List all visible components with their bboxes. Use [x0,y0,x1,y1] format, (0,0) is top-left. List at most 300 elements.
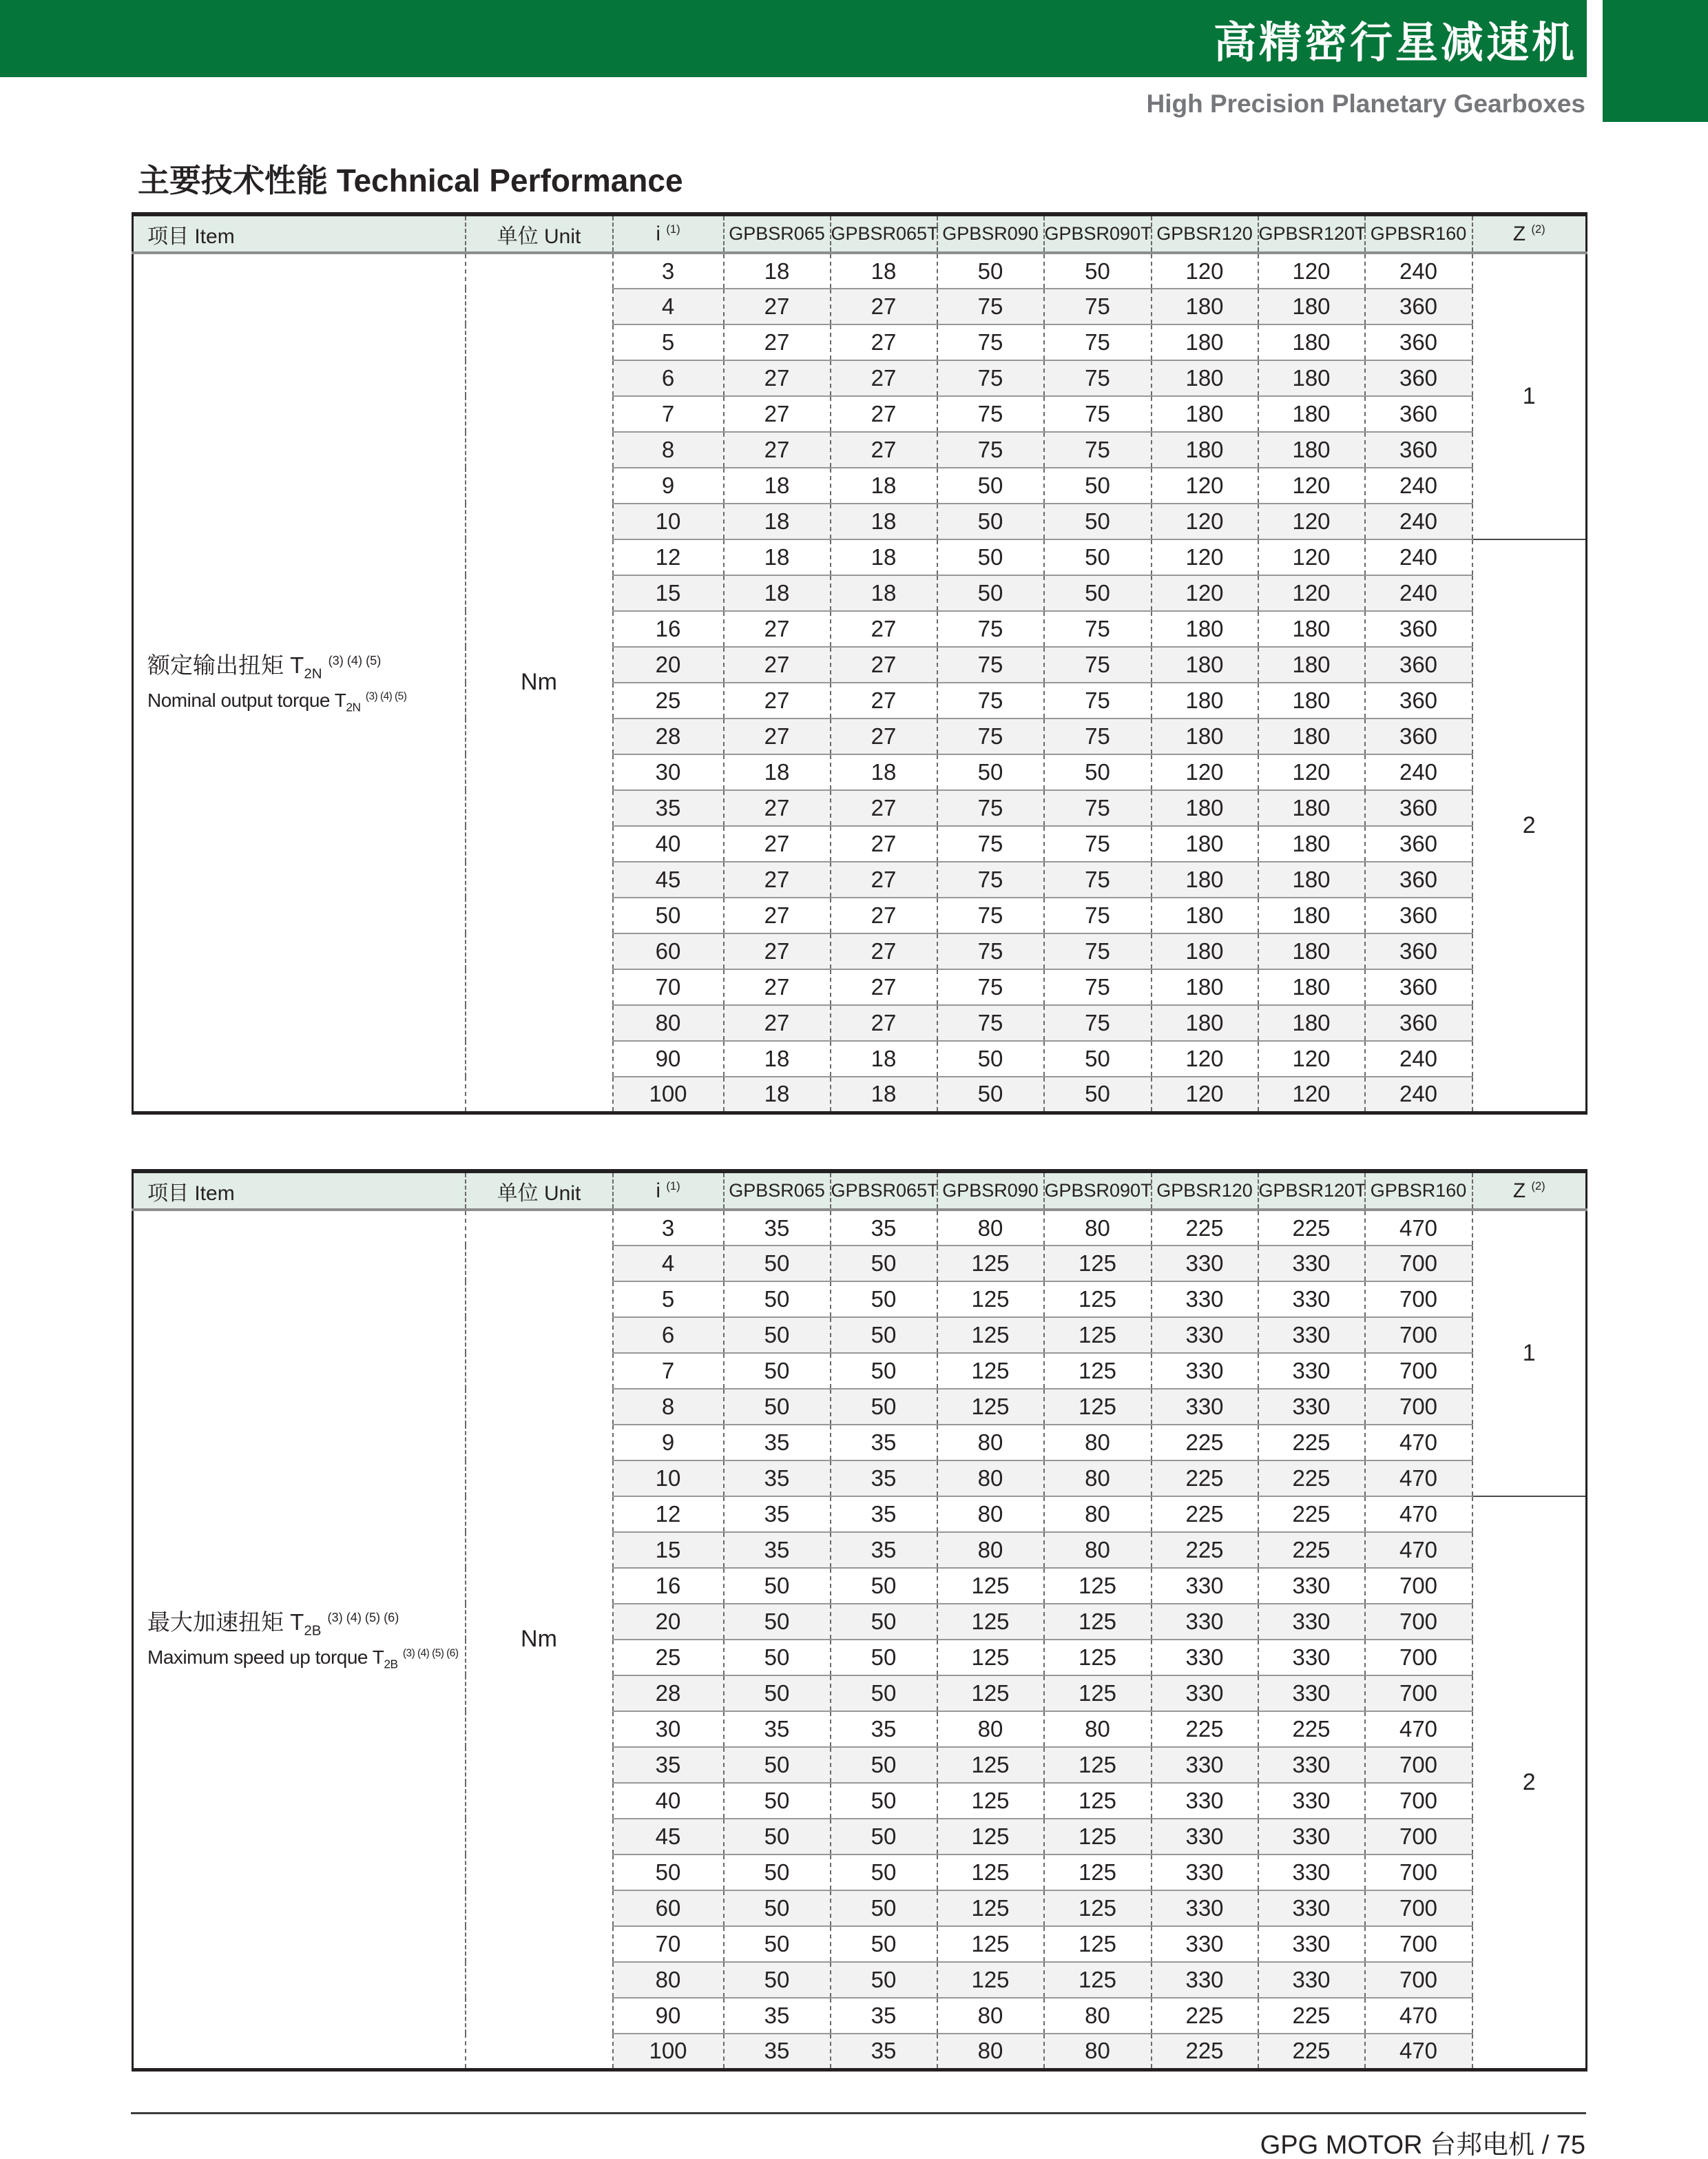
value-cell: 80 [1044,1210,1152,1246]
value-cell: 50 [724,1317,831,1353]
value-cell: 75 [937,396,1044,432]
value-cell: 700 [1365,1855,1472,1890]
value-cell: 50 [937,1077,1044,1113]
value-cell: 27 [724,683,831,719]
value-cell: 360 [1365,862,1472,898]
value-cell: 120 [1258,504,1365,539]
value-cell: 240 [1365,539,1472,575]
value-cell: 27 [724,611,831,647]
page-title-zh: 高精密行星减速机 [1213,19,1577,67]
col-header-model: GPBSR120T [1258,1171,1365,1210]
value-cell: 50 [724,1389,831,1425]
value-cell: 360 [1365,611,1472,647]
value-cell: 18 [724,504,831,539]
item-label-en: Maximum speed up torque $T_{2B}$ $^{(3) (4) (5) (6)}$ [147,1646,459,1671]
value-cell: 35 [724,1460,831,1496]
value-cell: 225 [1152,1496,1258,1532]
value-cell: 50 [937,575,1044,611]
value-cell: 125 [937,1281,1044,1317]
value-cell: 330 [1152,1819,1258,1855]
value-cell: 18 [724,1041,831,1077]
value-cell: 50 [724,1747,831,1783]
col-header-item: 项目 Item [133,214,466,253]
ratio-cell: 45 [613,862,724,898]
ratio-cell: 25 [613,683,724,719]
value-cell: 700 [1365,1819,1472,1855]
value-cell: 240 [1365,1041,1472,1077]
value-cell: 125 [937,1604,1044,1640]
value-cell: 80 [937,1460,1044,1496]
value-cell: 75 [1044,790,1152,826]
col-header-stages [1472,214,1587,253]
value-cell: 75 [1044,719,1152,754]
col-header-model: GPBSR065 [724,214,831,253]
value-cell: 330 [1258,1675,1365,1711]
value-cell: 50 [831,1246,937,1281]
value-cell: 27 [831,683,937,719]
value-cell: 180 [1258,324,1365,360]
value-cell: 240 [1365,575,1472,611]
col-header-item: 项目 Item [133,1171,466,1210]
value-cell: 180 [1258,647,1365,683]
value-cell: 80 [1044,1532,1152,1568]
value-cell: 75 [1044,289,1152,324]
value-cell: 360 [1365,396,1472,432]
value-cell: 50 [831,1281,937,1317]
value-cell: 80 [937,1998,1044,2034]
value-cell: 27 [831,719,937,754]
ratio-cell: 28 [613,1675,724,1711]
value-cell: 18 [831,504,937,539]
table-header-row [133,214,1587,253]
value-cell: 18 [724,539,831,575]
value-cell: 225 [1258,1998,1365,2034]
value-cell: 50 [831,1675,937,1711]
value-cell: 120 [1152,1041,1258,1077]
value-cell: 50 [937,1041,1044,1077]
value-cell: 75 [937,289,1044,324]
value-cell: 470 [1365,2034,1472,2069]
value-cell: 120 [1152,468,1258,504]
value-cell: 50 [724,1675,831,1711]
value-cell: 125 [1044,1962,1152,1998]
footer-page-label: GPG MOTOR 台邦电机 / 75 [1260,2131,1585,2159]
value-cell: 125 [1044,1819,1152,1855]
value-cell: 75 [1044,396,1152,432]
value-cell: 125 [1044,1675,1152,1711]
value-cell: 330 [1152,1568,1258,1604]
item-label-cell [133,1210,466,2069]
ratio-cell: 90 [613,1998,724,2034]
value-cell: 27 [724,289,831,324]
ratio-cell: 90 [613,1041,724,1077]
value-cell: 27 [831,289,937,324]
value-cell: 50 [1044,1041,1152,1077]
stage-count-cell: 2 [1472,539,1587,1113]
ratio-cell: 16 [613,611,724,647]
ratio-cell: 35 [613,790,724,826]
value-cell: 180 [1258,289,1365,324]
col-header-model: GPBSR120 [1152,1171,1258,1210]
value-cell: 75 [937,933,1044,969]
page-subtitle-en: High Precision Planetary Gearboxes [1146,90,1585,118]
value-cell: 180 [1152,826,1258,862]
value-cell: 125 [1044,1890,1152,1926]
value-cell: 125 [1044,1389,1152,1425]
value-cell: 470 [1365,1532,1472,1568]
value-cell: 50 [1044,754,1152,790]
ratio-footnote: (1) [666,1179,680,1192]
ratio-cell: 100 [613,1077,724,1113]
value-cell: 27 [724,719,831,754]
value-cell: 700 [1365,1317,1472,1353]
value-cell: 700 [1365,1281,1472,1317]
value-cell: 50 [831,1962,937,1998]
max-speedup-torque-table-wrap [132,1169,1587,2072]
value-cell: 180 [1258,862,1365,898]
value-cell: 700 [1365,1675,1472,1711]
page-header-banner [0,0,1587,77]
ratio-cell: 60 [613,1890,724,1926]
value-cell: 75 [1044,611,1152,647]
ratio-cell: 80 [613,1005,724,1041]
value-cell: 125 [937,1855,1044,1890]
nominal-output-torque-table-wrap [132,212,1587,1115]
value-cell: 700 [1365,1246,1472,1281]
value-cell: 125 [937,1747,1044,1783]
value-cell: 50 [724,1640,831,1675]
stage-count-cell: 2 [1472,1496,1587,2069]
value-cell: 180 [1152,324,1258,360]
value-cell: 180 [1152,969,1258,1005]
value-cell: 27 [831,611,937,647]
value-cell: 35 [724,1496,831,1532]
value-cell: 330 [1258,1281,1365,1317]
value-cell: 80 [1044,1496,1152,1532]
value-cell: 35 [831,1532,937,1568]
value-cell: 180 [1152,289,1258,324]
value-cell: 330 [1258,1890,1365,1926]
value-cell: 75 [937,862,1044,898]
value-cell: 50 [724,1926,831,1962]
value-cell: 75 [1044,683,1152,719]
value-cell: 50 [1044,575,1152,611]
value-cell: 225 [1258,1496,1365,1532]
value-cell: 120 [1152,575,1258,611]
value-cell: 120 [1152,539,1258,575]
stages-symbol: Z [1512,222,1526,245]
col-header-unit: 单位 Unit [466,214,613,253]
ratio-cell: 8 [613,432,724,468]
value-cell: 50 [724,1246,831,1281]
ratio-cell: 7 [613,396,724,432]
col-header-ratio [613,1171,724,1210]
value-cell: 27 [724,647,831,683]
value-cell: 27 [831,862,937,898]
value-cell: 50 [724,1962,831,1998]
item-label-en: Nominal output torque $T_{2N}$ $^{(3) (4) (5)}$ [147,690,407,714]
value-cell: 35 [831,1425,937,1460]
value-cell: 180 [1152,719,1258,754]
value-cell: 125 [937,1353,1044,1389]
value-cell: 75 [937,898,1044,933]
value-cell: 700 [1365,1783,1472,1819]
value-cell: 330 [1258,1353,1365,1389]
value-cell: 27 [831,647,937,683]
value-cell: 330 [1152,1926,1258,1962]
value-cell: 180 [1258,790,1365,826]
col-header-model: GPBSR090 [937,1171,1044,1210]
value-cell: 35 [831,1711,937,1747]
value-cell: 120 [1258,1041,1365,1077]
value-cell: 470 [1365,1711,1472,1747]
value-cell: 27 [724,324,831,360]
ratio-cell: 10 [613,1460,724,1496]
value-cell: 120 [1258,468,1365,504]
ratio-cell: 45 [613,1819,724,1855]
value-cell: 700 [1365,1926,1472,1962]
value-cell: 125 [1044,1640,1152,1675]
section-title: 主要技术性能 Technical Performance [138,163,683,198]
ratio-cell: 25 [613,1640,724,1675]
stage-count-cell: 1 [1472,1210,1587,1496]
value-cell: 360 [1365,790,1472,826]
value-cell: 120 [1152,504,1258,539]
ratio-cell: 35 [613,1747,724,1783]
value-cell: 75 [937,360,1044,396]
value-cell: 27 [831,826,937,862]
value-cell: 80 [1044,1998,1152,2034]
value-cell: 125 [937,1675,1044,1711]
ratio-cell: 9 [613,468,724,504]
value-cell: 18 [831,1041,937,1077]
value-cell: 180 [1258,396,1365,432]
value-cell: 27 [831,933,937,969]
value-cell: 35 [831,1460,937,1496]
value-cell: 120 [1258,575,1365,611]
value-cell: 225 [1258,2034,1365,2069]
value-cell: 50 [831,1389,937,1425]
value-cell: 80 [937,2034,1044,2069]
value-cell: 50 [1044,539,1152,575]
value-cell: 18 [831,253,937,289]
value-cell: 50 [724,1890,831,1926]
value-cell: 180 [1152,790,1258,826]
value-cell: 360 [1365,826,1472,862]
value-cell: 50 [1044,253,1152,289]
value-cell: 225 [1152,1425,1258,1460]
value-cell: 180 [1258,1005,1365,1041]
value-cell: 50 [831,1604,937,1640]
value-cell: 360 [1365,719,1472,754]
value-cell: 240 [1365,1077,1472,1113]
value-cell: 80 [1044,1460,1152,1496]
value-cell: 80 [1044,1711,1152,1747]
value-cell: 330 [1152,1890,1258,1926]
value-cell: 180 [1258,432,1365,468]
value-cell: 225 [1152,1998,1258,2034]
col-header-model: GPBSR065 [724,1171,831,1210]
ratio-cell: 20 [613,647,724,683]
value-cell: 75 [937,683,1044,719]
value-cell: 18 [831,575,937,611]
value-cell: 125 [1044,1568,1152,1604]
value-cell: 50 [937,504,1044,539]
value-cell: 180 [1152,862,1258,898]
value-cell: 225 [1258,1711,1365,1747]
value-cell: 360 [1365,933,1472,969]
value-cell: 470 [1365,1210,1472,1246]
value-cell: 330 [1152,1675,1258,1711]
value-cell: 125 [937,1568,1044,1604]
value-cell: 125 [1044,1317,1152,1353]
value-cell: 50 [724,1855,831,1890]
value-cell: 330 [1258,1747,1365,1783]
ratio-cell: 50 [613,1855,724,1890]
ratio-cell: 15 [613,1532,724,1568]
value-cell: 180 [1152,683,1258,719]
value-cell: 240 [1365,754,1472,790]
ratio-cell: 70 [613,969,724,1005]
value-cell: 50 [831,1890,937,1926]
value-cell: 180 [1258,969,1365,1005]
table-header-row [133,1171,1587,1210]
value-cell: 125 [937,1317,1044,1353]
value-cell: 180 [1258,933,1365,969]
value-cell: 18 [724,468,831,504]
value-cell: 330 [1258,1819,1365,1855]
value-cell: 700 [1365,1389,1472,1425]
value-cell: 225 [1258,1532,1365,1568]
header-corner-block [1603,0,1708,122]
value-cell: 360 [1365,324,1472,360]
value-cell: 120 [1152,1077,1258,1113]
value-cell: 75 [1044,647,1152,683]
value-cell: 180 [1258,360,1365,396]
value-cell: 330 [1152,1962,1258,1998]
col-header-unit: 单位 Unit [466,1171,613,1210]
value-cell: 27 [724,432,831,468]
value-cell: 125 [1044,1281,1152,1317]
value-cell: 18 [831,539,937,575]
value-cell: 225 [1152,1532,1258,1568]
value-cell: 330 [1152,1281,1258,1317]
value-cell: 35 [724,1711,831,1747]
value-cell: 330 [1258,1568,1365,1604]
ratio-cell: 6 [613,1317,724,1353]
value-cell: 330 [1152,1389,1258,1425]
col-header-model: GPBSR160 [1365,214,1472,253]
value-cell: 75 [1044,969,1152,1005]
value-cell: 125 [937,1926,1044,1962]
value-cell: 75 [1044,324,1152,360]
value-cell: 35 [831,1496,937,1532]
value-cell: 125 [937,1640,1044,1675]
ratio-cell: 5 [613,1281,724,1317]
value-cell: 27 [831,360,937,396]
value-cell: 120 [1152,754,1258,790]
item-label-zh: 额定输出扭矩 $T_{2N}$ $^{(3) (4) (5)}$ [147,652,382,682]
value-cell: 50 [724,1568,831,1604]
value-cell: 75 [1044,898,1152,933]
value-cell: 18 [724,754,831,790]
value-cell: 75 [1044,432,1152,468]
ratio-cell: 40 [613,826,724,862]
value-cell: 125 [1044,1855,1152,1890]
value-cell: 18 [831,468,937,504]
value-cell: 330 [1258,1389,1365,1425]
value-cell: 75 [1044,1005,1152,1041]
value-cell: 27 [831,969,937,1005]
value-cell: 80 [937,1425,1044,1460]
ratio-cell: 3 [613,1210,724,1246]
value-cell: 75 [1044,826,1152,862]
value-cell: 120 [1258,253,1365,289]
value-cell: 470 [1365,1998,1472,2034]
value-cell: 50 [937,253,1044,289]
value-cell: 330 [1258,1246,1365,1281]
value-cell: 330 [1258,1962,1365,1998]
value-cell: 80 [1044,1425,1152,1460]
item-label-cell [133,253,466,1113]
value-cell: 330 [1258,1317,1365,1353]
nominal-output-torque-table [132,212,1587,1115]
value-cell: 330 [1152,1640,1258,1675]
value-cell: 180 [1152,1005,1258,1041]
value-cell: 330 [1258,1855,1365,1890]
unit-cell: Nm [466,1210,613,2069]
ratio-cell: 6 [613,360,724,396]
value-cell: 27 [724,396,831,432]
footer-rule [131,2112,1586,2114]
value-cell: 180 [1152,396,1258,432]
ratio-cell: 3 [613,253,724,289]
value-cell: 75 [937,432,1044,468]
value-cell: 27 [724,969,831,1005]
value-cell: 225 [1152,1711,1258,1747]
value-cell: 225 [1152,1460,1258,1496]
value-cell: 700 [1365,1640,1472,1675]
value-cell: 125 [937,1962,1044,1998]
value-cell: 35 [724,1425,831,1460]
value-cell: 27 [831,790,937,826]
value-cell: 360 [1365,647,1472,683]
ratio-cell: 30 [613,754,724,790]
ratio-cell: 7 [613,1353,724,1389]
value-cell: 360 [1365,432,1472,468]
value-cell: 360 [1365,1005,1472,1041]
value-cell: 50 [724,1783,831,1819]
item-label-zh: 最大加速扭矩 $T_{2B}$ $^{(3) (4) (5) (6)}$ [147,1609,399,1639]
value-cell: 120 [1258,539,1365,575]
value-cell: 360 [1365,683,1472,719]
value-cell: 225 [1152,2034,1258,2069]
value-cell: 80 [937,1711,1044,1747]
value-cell: 50 [724,1281,831,1317]
value-cell: 700 [1365,1890,1472,1926]
value-cell: 75 [937,611,1044,647]
value-cell: 50 [831,1855,937,1890]
value-cell: 180 [1152,360,1258,396]
value-cell: 330 [1152,1246,1258,1281]
value-cell: 330 [1152,1353,1258,1389]
value-cell: 225 [1258,1460,1365,1496]
table-body [133,253,1587,1113]
value-cell: 50 [831,1926,937,1962]
value-cell: 27 [724,933,831,969]
value-cell: 18 [724,1077,831,1113]
value-cell: 360 [1365,969,1472,1005]
